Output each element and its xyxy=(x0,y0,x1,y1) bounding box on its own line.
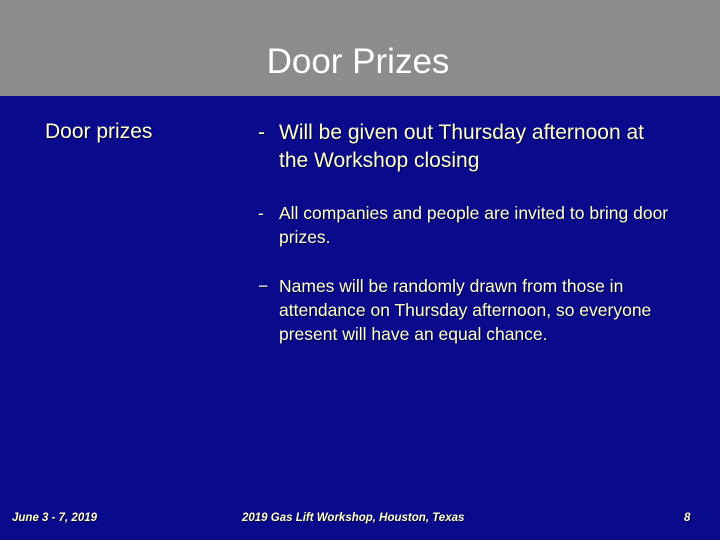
bullet-text: Will be given out Thursday afternoon at the Workshop closing xyxy=(279,121,644,172)
slide-title: Door Prizes xyxy=(266,42,450,81)
bullet-marker: - xyxy=(258,121,265,144)
footer-date: June 3 - 7, 2019 xyxy=(12,512,98,524)
bullet-item-2 xyxy=(258,201,678,249)
footer-event: 2019 Gas Lift Workshop, Houston, Texas xyxy=(242,512,465,524)
bullet-item-3 xyxy=(258,274,678,346)
bullet-text: All companies and people are invited to bring door prizes. xyxy=(279,203,669,247)
page-number: 8 xyxy=(684,512,691,524)
bullet-item-1 xyxy=(258,119,678,175)
bullet-text: Names will be randomly drawn from those in attendance on Thursday afternoon, so everyone present will have an equal chance. xyxy=(279,276,652,344)
section-label: Door prizes xyxy=(45,120,153,143)
bullet-marker: − xyxy=(258,276,269,296)
bullet-marker: - xyxy=(258,203,264,223)
